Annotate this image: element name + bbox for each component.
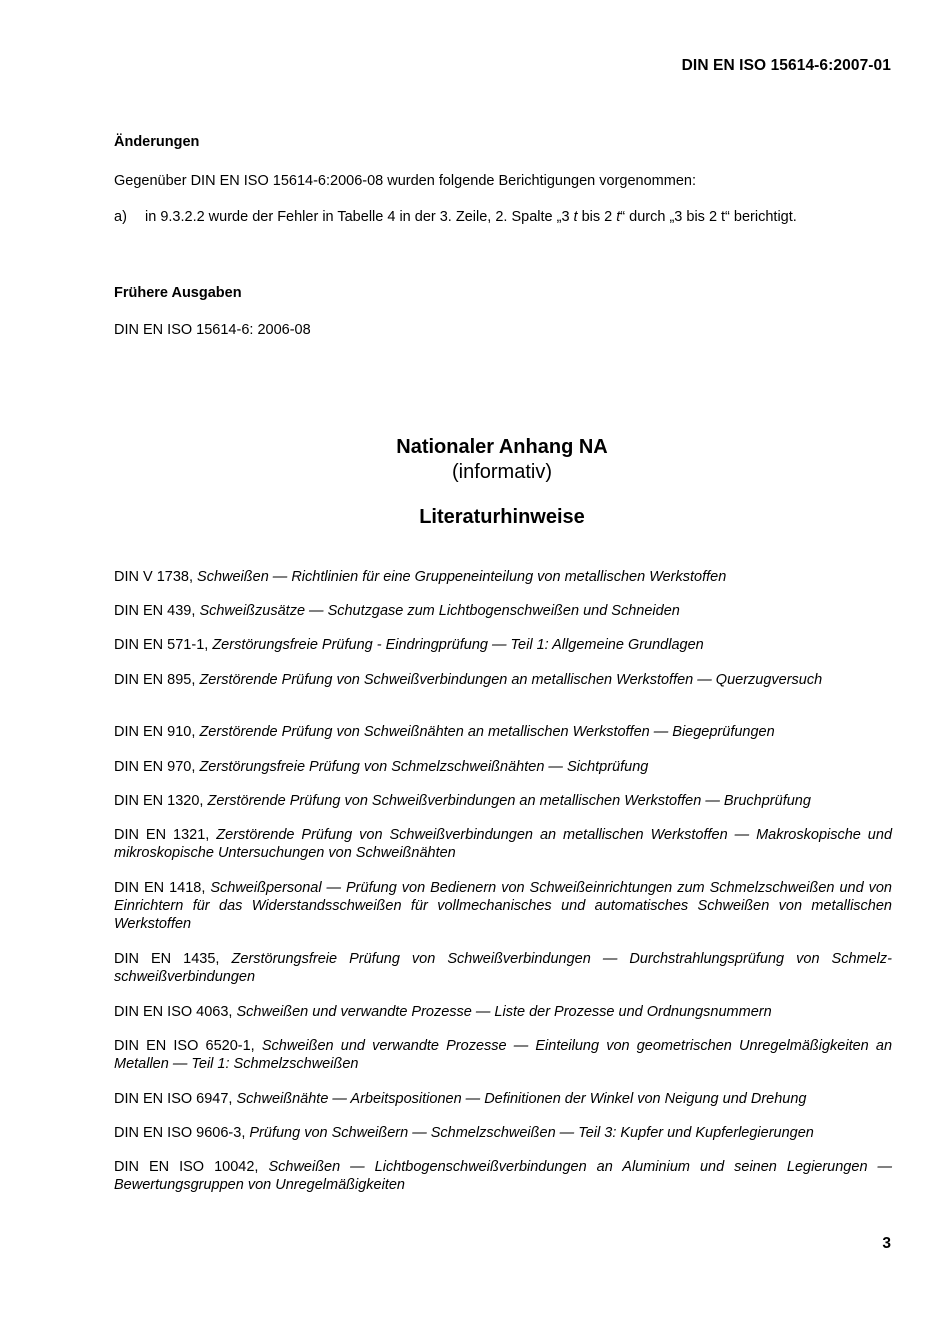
entry-title: Schweißpersonal — Prüfung von Bedienern von Schweißeinrichtungen zum Schmelzschweißen und von Einrichtern für das Widerstandsschweißen für vollmechanisches und automatisches Schweißen von metallischen Werkstoffen <box>114 880 892 932</box>
entry-ref: DIN EN 970, <box>114 759 196 775</box>
entry-title: Schweißen — Richtlinien für eine Gruppeneinteilung von metallischen Werkstoffen <box>197 569 727 585</box>
entry-ref: DIN EN ISO 10042, <box>114 1159 259 1175</box>
previous-editions-heading: Frühere Ausgaben <box>114 285 242 301</box>
entry-title: Schweißen und verwandte Prozesse — Liste der Prozesse und Ordnungsnummern <box>236 1004 772 1020</box>
bibliography-entry <box>114 636 892 654</box>
entry-title: Zerstörungsfreie Prüfung von Schweißverbindungen — Durchstrahlungsprüfung von Schmelzschweißverbindungen <box>114 951 892 985</box>
entry-ref: DIN EN 1320, <box>114 793 204 809</box>
bibliography-entry <box>114 950 892 986</box>
entry-ref: DIN V 1738, <box>114 569 193 585</box>
entry-title: Schweißen und verwandte Prozesse — Einteilung von geometrischen Unregelmäßigkeiten an Metallen — Teil 1: Schmelzschweißen <box>114 1038 893 1072</box>
page-number: 3 <box>882 1235 891 1252</box>
list-marker: a) <box>114 209 127 225</box>
bibliography-entry <box>114 568 892 586</box>
change-text-mid: bis 2 <box>577 209 617 225</box>
change-text-before: in 9.3.2.2 wurde der Fehler in Tabelle 4 in der 3. Zeile, 2. Spalte „3 <box>145 209 574 225</box>
bibliography-entry <box>114 879 892 933</box>
entry-title: Zerstörende Prüfung von Schweißverbindungen an metallischen Werkstoffen — Querzugversuch <box>199 672 823 688</box>
bibliography-entry <box>114 792 892 810</box>
bibliography-entry <box>114 1003 892 1021</box>
changes-heading: Änderungen <box>114 134 200 150</box>
previous-editions-text: DIN EN ISO 15614-6: 2006-08 <box>114 322 311 338</box>
bibliography-entry <box>114 1090 892 1108</box>
bibliography-entry <box>114 826 892 862</box>
bibliography-entry <box>114 723 892 741</box>
change-italic-t: t <box>573 209 578 225</box>
bibliography-title: Literaturhinweise <box>419 506 585 528</box>
entry-title: Schweißnähte — Arbeitspositionen — Definitionen der Winkel von Neigung und Drehung <box>236 1091 807 1107</box>
entry-title: Zerstörungsfreie Prüfung von Schmelzschweißnähten — Sichtprüfung <box>199 759 649 775</box>
bibliography-entry <box>114 1124 892 1142</box>
change-text-after: “ durch „3 bis 2 t“ berichtigt. <box>620 209 797 225</box>
annex-title: Nationaler Anhang NA <box>396 436 608 458</box>
entry-ref: DIN EN 439, <box>114 603 196 619</box>
bibliography-entry <box>114 758 892 776</box>
bibliography-entry <box>114 1158 892 1194</box>
entry-ref: DIN EN ISO 9606-3, <box>114 1125 246 1141</box>
entry-title: Zerstörende Prüfung von Schweißverbindungen an metallischen Werkstoffen — Bruchprüfung <box>207 793 811 809</box>
entry-ref: DIN EN 1321, <box>114 827 210 843</box>
entry-ref: DIN EN ISO 6520-1, <box>114 1038 255 1054</box>
entry-ref: DIN EN 895, <box>114 672 196 688</box>
entry-title: Schweißzusätze — Schutzgase zum Lichtbogenschweißen und Schneiden <box>199 603 680 619</box>
bibliography-entry <box>114 602 892 620</box>
entry-ref: DIN EN 910, <box>114 724 196 740</box>
bibliography-entry <box>114 671 892 689</box>
change-italic-t-2: t <box>616 209 621 225</box>
entry-title: Prüfung von Schweißern — Schmelzschweißen — Teil 3: Kupfer und Kupferlegierungen <box>249 1125 814 1141</box>
bibliography-entry <box>114 1037 892 1073</box>
entry-ref: DIN EN ISO 6947, <box>114 1091 233 1107</box>
changes-list-item <box>114 209 797 225</box>
changes-intro: Gegenüber DIN EN ISO 15614-6:2006-08 wurden folgende Berichtigungen vorgenommen: <box>114 173 696 189</box>
entry-ref: DIN EN ISO 4063, <box>114 1004 233 1020</box>
entry-title: Zerstörungsfreie Prüfung - Eindringprüfung — Teil 1: Allgemeine Grundlagen <box>212 637 704 653</box>
entry-ref: DIN EN 571-1, <box>114 637 209 653</box>
entry-title: Schweißen — Lichtbogenschweißverbindungen an Aluminium und seinen Legierungen — Bewertungsgruppen von Unregelmäßigkeiten <box>114 1159 893 1193</box>
document-id-header: DIN EN ISO 15614-6:2007-01 <box>681 57 891 74</box>
entry-ref: DIN EN 1435, <box>114 951 220 967</box>
entry-title: Zerstörende Prüfung von Schweißverbindungen an metallischen Werkstoffen — Makroskopische und mikroskopische Untersuchungen von Schweißnähten <box>114 827 893 861</box>
annex-subtitle: (informativ) <box>451 461 552 483</box>
entry-ref: DIN EN 1418, <box>114 880 206 896</box>
entry-title: Zerstörende Prüfung von Schweißnähten an metallischen Werkstoffen — Biegeprüfungen <box>199 724 775 740</box>
